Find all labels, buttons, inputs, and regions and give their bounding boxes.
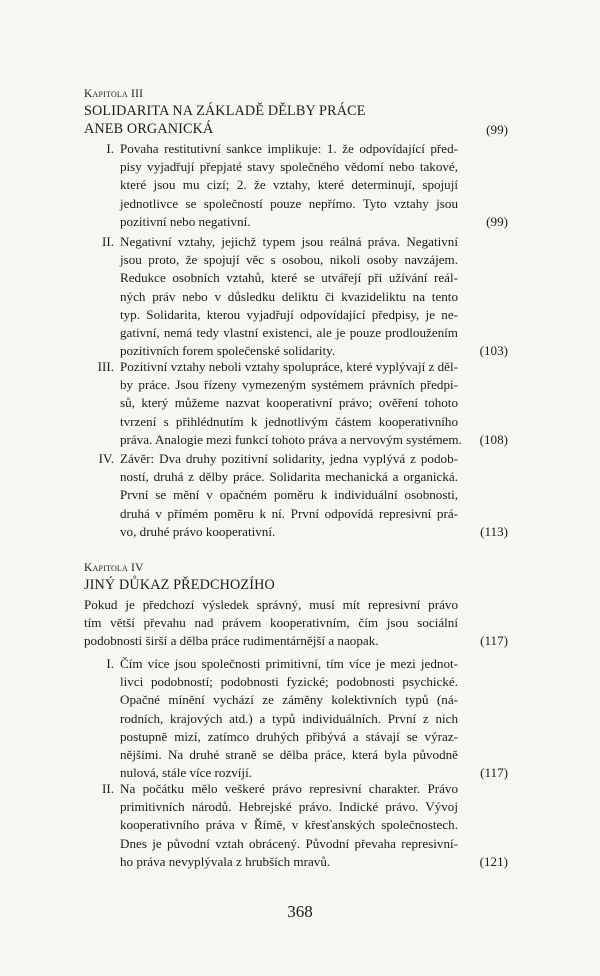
entry-text-line: sů, který můžeme nazvat kooperativní právo; ověření tohoto xyxy=(120,395,458,411)
entry-text-line: Pokud je předchozí výsledek správný, musí mít represivní právo xyxy=(84,597,458,612)
entry-number: I. xyxy=(106,141,114,156)
page-reference: (99) xyxy=(486,213,508,229)
entry-text-line: typ. Solidarita, kterou vyjadřují odpovídající předpisy, je ne- xyxy=(120,306,458,322)
entry-text-line: ho práva nevyplývala z hrubších mravů. xyxy=(120,853,331,869)
page-reference: (113) xyxy=(480,523,508,539)
chapter-title-line-2: ANEB ORGANICKÁ xyxy=(84,121,214,137)
entry-text-line: druhá v přímém poměru k ní. První odpovídá represivní prá- xyxy=(120,505,458,521)
entry-text-line: vo, druhé právo kooperativní. xyxy=(120,523,276,539)
entry-number: II. xyxy=(102,234,114,249)
entry-text-line: pisy vyjadřují přepjaté stavy společného vědomí nebo takové, xyxy=(120,159,458,175)
entry-text-line: podobnosti širší a dělba práce rudimentárnější a naopak. xyxy=(84,633,379,649)
entry-text-line: kooperativního práva v Římě, v křesťanských společnostech. xyxy=(120,817,458,833)
entry-number: III. xyxy=(97,359,114,374)
page-reference: (117) xyxy=(480,633,508,649)
entry-text-line: Pozitivní vztahy neboli vztahy spolupráce, které vyplývají z děl- xyxy=(120,359,458,374)
page-reference: (99) xyxy=(486,122,508,137)
chapter-title-line-1: JINÝ DŮKAZ PŘEDCHOZÍHO xyxy=(84,577,275,593)
entry-text-line: pozitivních forem společenské solidarity. xyxy=(120,343,336,359)
page-number: 368 xyxy=(287,902,313,921)
entry-text-line: ností, druhá z dělby práce. Solidarita mechanická a organická. xyxy=(120,469,458,485)
entry-text-line: jednotlivce se společností pouze nepřímo. Tyto vztahy jsou xyxy=(120,195,458,211)
entry-number: IV. xyxy=(98,451,114,466)
entry-text-line: ných práv nebo v důsledku deliktu či kvazideliktu na tento xyxy=(120,288,458,304)
entry-text-line: nulová, stále více rozvíjí. xyxy=(120,765,252,781)
entry-text-line: tvrzení s přihlédnutím k jednotlivým částem kooperativního xyxy=(120,413,458,429)
entry-text-line: práva. Analogie mezi funkcí tohoto práva a nervovým systémem. xyxy=(120,431,462,447)
entry-text-line: gativní, nemá tedy vlastní existenci, ale je pouze prodloužením xyxy=(120,325,458,341)
entry-text-line: pozitivní nebo negativní. xyxy=(120,213,251,229)
entry-text-line: Čím více jsou společnosti primitivní, tím více je mezi jednot- xyxy=(120,656,458,671)
chapter-4-header xyxy=(84,560,508,594)
entry-text-line: Negativní vztahy, jejichž typem jsou reálná práva. Negativní xyxy=(120,234,458,249)
entry-text-line: Redukce osobních vztahů, které se utvářejí při užívání reál- xyxy=(120,270,458,286)
entry-text-line: které jsou mu cizí; 2. že vztahy, které determinují, spojují xyxy=(120,177,458,193)
entry-text-line: postupně mizí, zatímco druhých přibývá a stávají se výraz- xyxy=(120,728,458,744)
entry-number: I. xyxy=(106,656,114,671)
entry-text-line: Opačné mínění vychází ze záměny kolektivních typů (ná- xyxy=(120,692,458,708)
entry-text-line: Závěr: Dva druhy pozitivní solidarity, jedna vyplývá z podob- xyxy=(120,451,458,466)
page-reference: (103) xyxy=(479,343,508,359)
chapter-title-line-1: SOLIDARITA NA ZÁKLADĚ DĚLBY PRÁCE xyxy=(84,103,366,119)
entry-text-line: jsou proto, že spojují věc s osobou, nikoli osoby navzájem. xyxy=(120,252,458,268)
entry-text-line: Povaha restitutivní sankce implikuje: 1. že odpovídající před- xyxy=(120,141,458,156)
chapter-title-row-2 xyxy=(84,120,508,138)
entry-text-line: nějšími. Na druhé straně se dělba práce, která byla původně xyxy=(120,747,458,763)
chapter-3-header xyxy=(84,86,508,138)
chapter-label: Kapitola III xyxy=(84,88,144,100)
entry-text-line: livci podobností; podobnosti fyzické; podobnosti psychické. xyxy=(120,674,458,690)
entry-text-line: primitivních národů. Hebrejské právo. Indické právo. Vývoj xyxy=(120,799,458,815)
page-reference: (121) xyxy=(479,853,508,869)
entry-text-line: tím větší převahu nad právem kooperativním, čím jsou sociální xyxy=(84,615,458,631)
page-reference: (117) xyxy=(480,765,508,781)
page-reference: (108) xyxy=(479,431,508,447)
entry-text-line: Na počátku mělo veškeré právo represivní charakter. Právo xyxy=(120,781,458,796)
entry-text-line: by práce. Jsou řízeny vymezeným systémem právních předpi- xyxy=(120,377,458,393)
entry-text-line: První se mění v opačném poměru k individuální osobnosti, xyxy=(120,487,458,503)
entry-text-line: Dnes je původní vztah obrácený. Původní převaha represivní- xyxy=(120,835,458,851)
entry-number: II. xyxy=(102,781,114,796)
chapter-label: Kapitola IV xyxy=(84,562,144,574)
entry-text-line: rodních, krajových atd.) a typů individuálních. První z nich xyxy=(120,710,458,726)
